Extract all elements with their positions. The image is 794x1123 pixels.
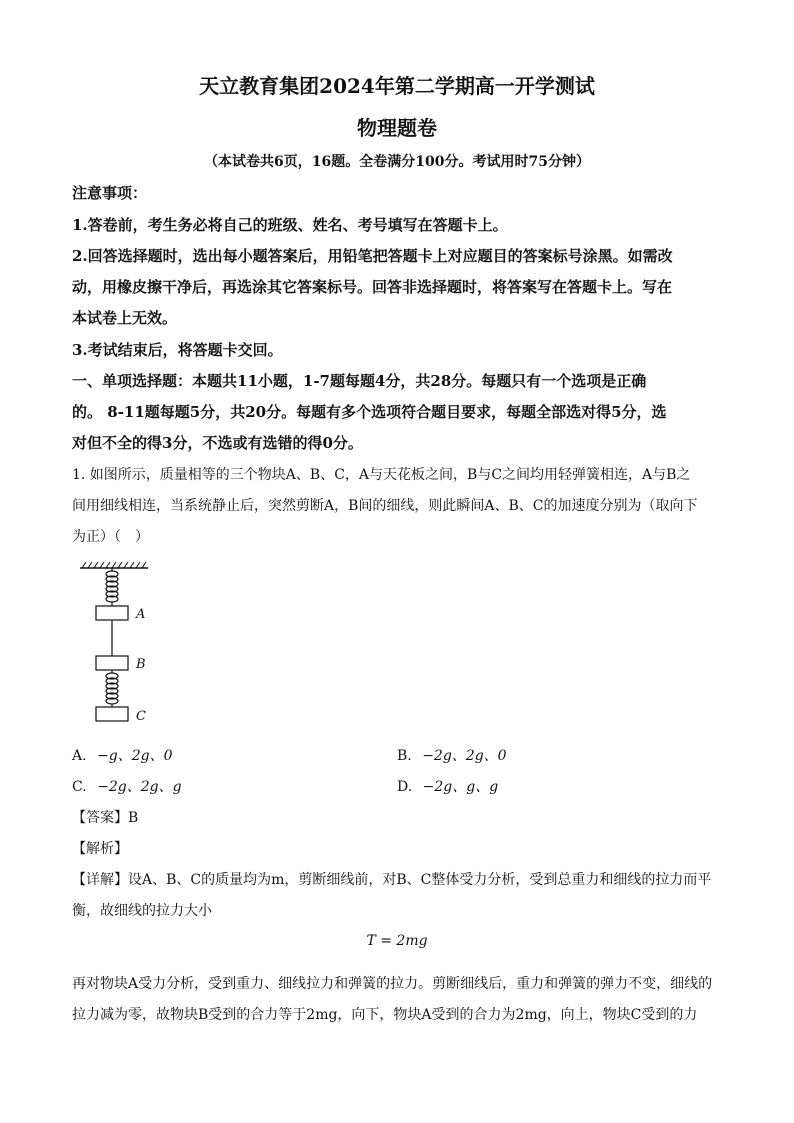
option-label: B.: [397, 748, 412, 764]
exam-title: 天立教育集团2024年第二学期高一开学测试: [199, 74, 595, 98]
option-c: [72, 776, 182, 796]
question-text-line: 为正）（ ）: [72, 529, 149, 545]
upper-spring: [106, 568, 118, 606]
option-label: D.: [397, 779, 413, 795]
lower-spring: [106, 670, 118, 707]
option-text: −2g、2g、0: [422, 748, 507, 764]
answer-tag: 【答案】: [72, 810, 128, 826]
notice-heading: 注意事项：: [72, 184, 148, 202]
notice-line: 2.回答选择题时，选出每小题答案后，用铅笔把答题卡上对应题目的答案标号涂黑。如需改: [72, 247, 673, 265]
notice-line: 1.答卷前，考生务必将自己的班级、姓名、考号填写在答题卡上。: [72, 216, 508, 234]
equation: T = 2mg: [366, 933, 428, 949]
question-text-line: 1. 如图所示，质量相等的三个物块A、B、C，A与天花板之间，B与C之间均用轻弹簧相连，A与B之: [72, 467, 691, 483]
notice-line: 3.考试结束后，将答题卡交回。: [72, 341, 283, 359]
option-text: −2g、2g、g: [97, 779, 182, 795]
detail-line: [72, 869, 711, 889]
answer-line: [72, 807, 138, 827]
detail-line: 衡，故细线的拉力大小: [72, 903, 212, 919]
option-text: −g、2g、0: [97, 748, 173, 764]
section-heading-line: 的。 8-11题每题5分，共20分。每题有多个选项符合题目要求，每题全部选对得5分，选: [72, 403, 667, 421]
block-a: [96, 606, 128, 620]
option-label: C.: [72, 779, 87, 795]
option-b: [397, 745, 507, 765]
label-c: C: [136, 709, 146, 724]
analysis-tag: 【解析】: [72, 841, 128, 857]
label-a: A: [136, 607, 146, 622]
notice-line: 动，用橡皮擦干净后，再选涂其它答案标号。回答非选择题时，将答案写在答题卡上。写在: [72, 278, 673, 296]
label-b: B: [136, 657, 146, 672]
spring-block-figure: [70, 560, 180, 730]
subject-title: 物理题卷: [357, 116, 437, 140]
answer-value: B: [128, 810, 139, 826]
option-d: [397, 776, 498, 796]
question-text-line: 间用细线相连，当系统静止后，突然剪断A，B间的细线，则此瞬间A、B、C的加速度分别为（取向下: [72, 498, 698, 514]
detail-line: 再对物块A受力分析，受到重力、细线拉力和弹簧的拉力。剪断细线后，重力和弹簧的弹力不变，细线的: [72, 976, 713, 992]
option-a: [72, 745, 172, 765]
block-c: [96, 707, 128, 721]
section-heading-line: 一、单项选择题：本题共11小题，1-7题每题4分，共28分。每题只有一个选项是正确: [72, 372, 647, 390]
option-text: −2g、g、g: [422, 779, 499, 795]
detail-text: 设A、B、C的质量均为m，剪断细线前，对B、C整体受力分析，受到总重力和细线的拉力而平: [128, 872, 712, 888]
detail-tag: 【详解】: [72, 872, 128, 888]
notice-line: 本试卷上无效。: [72, 309, 178, 327]
block-b: [96, 656, 128, 670]
option-label: A.: [72, 748, 87, 764]
detail-line: 拉力减为零，故物块B受到的合力等于2mg，向下，物块A受到的合力为2mg，向上，物块C受到的力: [72, 1007, 698, 1023]
exam-note: （本试卷共6页，16题。全卷满分100分。考试用时75分钟）: [204, 154, 590, 170]
section-heading-line: 对但不全的得3分，不选或有选错的得0分。: [72, 434, 363, 452]
